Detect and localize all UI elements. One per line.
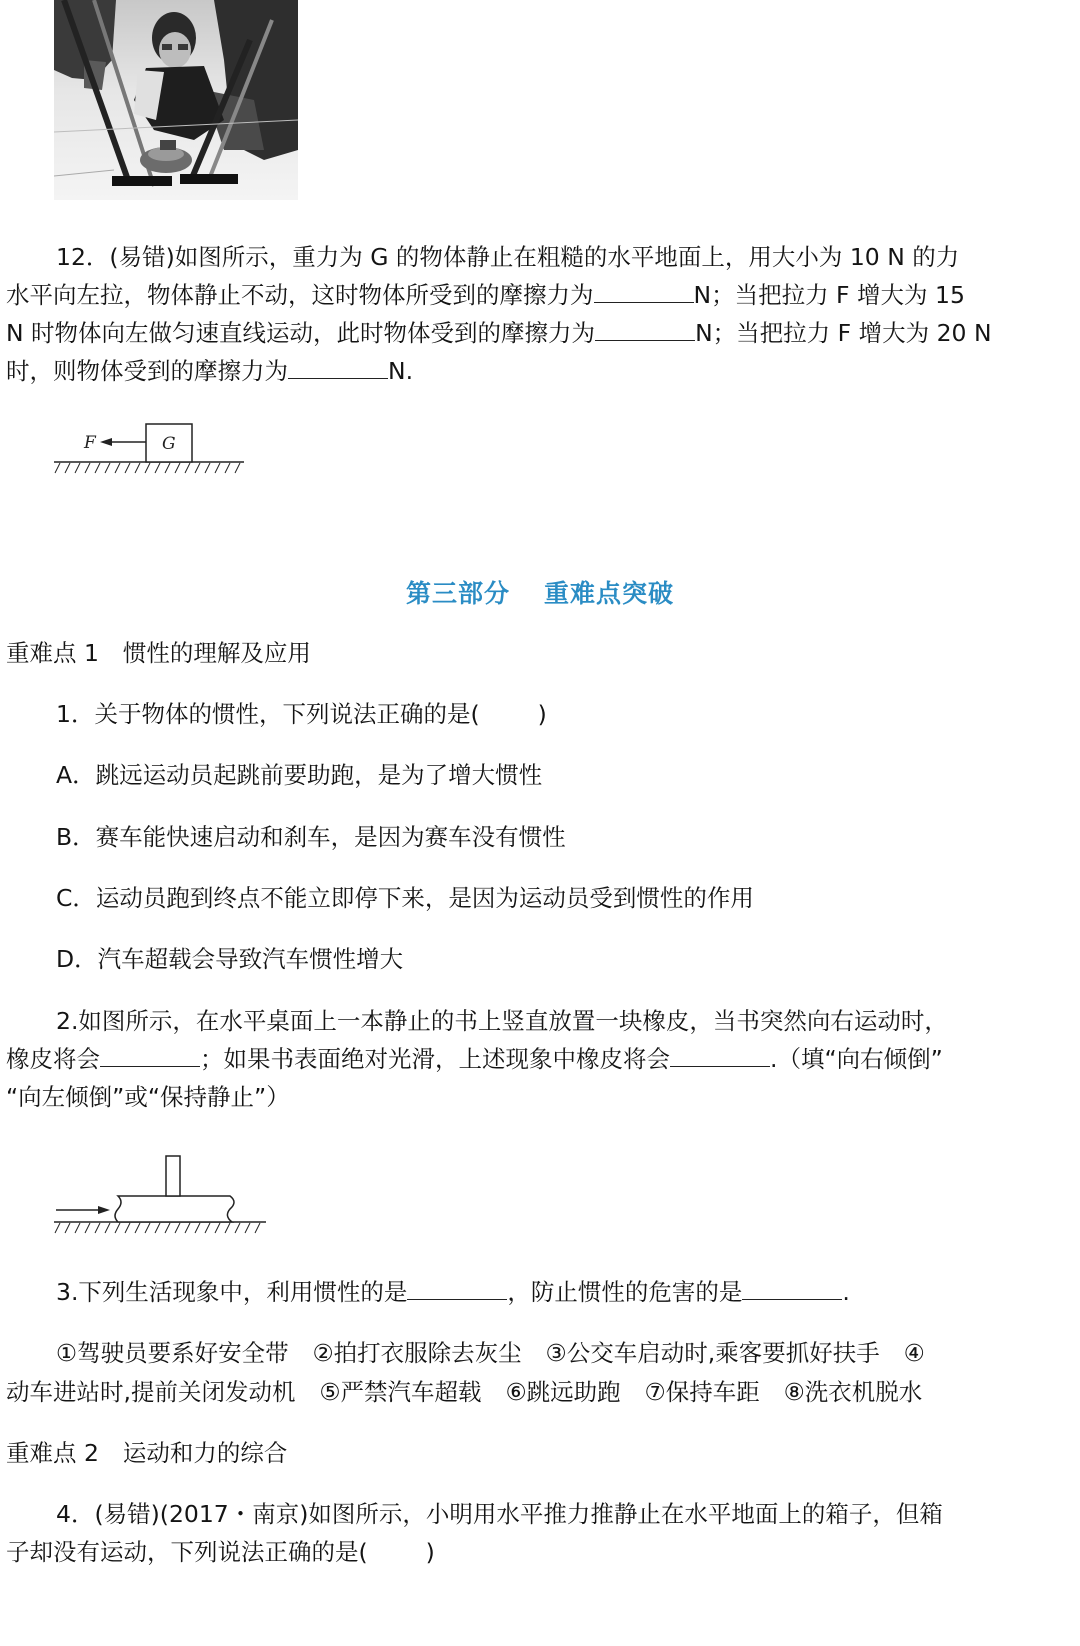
book-eraser-diagram (54, 1150, 274, 1240)
q1-option-a[interactable]: A．跳远运动员起跳前要助跑，是为了增大惯性 (56, 761, 543, 789)
q1-option-b[interactable]: B．赛车能快速启动和刹车，是因为赛车没有惯性 (56, 823, 566, 851)
q3-stem: 3.下列生活现象中，利用惯性的是 ，防止惯性的危害的是 . (56, 1278, 850, 1306)
answer-blank[interactable] (742, 1277, 842, 1300)
answer-blank[interactable] (595, 318, 695, 341)
answer-blank[interactable] (670, 1044, 770, 1067)
curling-photo (54, 0, 298, 200)
book (115, 1196, 234, 1222)
q3-option-4: 动车进站时,提前关闭发动机 (6, 1378, 296, 1406)
q3-option-2: ②拍打衣服除去灰尘 (312, 1339, 522, 1367)
q2-line-1: 2.如图所示，在水平桌面上一本静止的书上竖直放置一块橡皮，当书突然向右运动时， (56, 1007, 948, 1035)
force-label: F (84, 433, 96, 453)
q3-option-4-marker: ④ (903, 1339, 925, 1367)
q12-line-1: 12．(易错)如图所示，重力为 G 的物体静止在粗糙的水平地面上，用大小为 10 N 的力 (56, 243, 960, 271)
q4-line-1: 4．(易错)(2017・南京)如图所示，小明用水平推力推静止在水平地面上的箱子，但箱 (56, 1500, 943, 1528)
answer-blank[interactable] (288, 356, 388, 379)
table-hatching (55, 1223, 260, 1233)
q1-option-d[interactable]: D．汽车超载会导致汽车惯性增大 (56, 945, 404, 973)
key-point-2-heading: 重难点 2 运动和力的综合 (6, 1439, 288, 1467)
ground-hatching (55, 463, 240, 473)
q3-options-line-1 (56, 1334, 1070, 1372)
eraser (166, 1156, 180, 1196)
q1-stem: 1．关于物体的惯性，下列说法正确的是( ) (56, 700, 547, 728)
q2-line-2: 橡皮将会 ；如果书表面绝对光滑，上述现象中橡皮将会 .（填“向右倾倒” (6, 1045, 943, 1073)
answer-blank[interactable] (407, 1277, 507, 1300)
block-force-figure (54, 418, 254, 478)
book-eraser-figure (54, 1150, 274, 1240)
q12-line-4: 时，则物体受到的摩擦力为 N. (6, 357, 414, 385)
q12-line-3: N 时物体向左做匀速直线运动，此时物体受到的摩擦力为 N；当把拉力 F 增大为 20 N (6, 319, 992, 347)
weight-label: G (162, 434, 176, 454)
q3-option-3: ③公交车启动时,乘客要抓好扶手 (545, 1339, 880, 1367)
block-force-diagram (54, 418, 254, 478)
q3-options-line-2 (6, 1373, 1070, 1411)
q4-line-2: 子却没有运动，下列说法正确的是( ) (6, 1538, 435, 1566)
q3-option-1: ①驾驶员要系好安全带 (56, 1339, 289, 1367)
key-point-1-heading: 重难点 1 惯性的理解及应用 (6, 639, 311, 667)
q3-option-5: ⑤严禁汽车超载 (319, 1378, 482, 1406)
answer-blank[interactable] (100, 1044, 200, 1067)
q3-option-8: ⑧洗衣机脱水 (783, 1378, 923, 1406)
q1-option-c[interactable]: C．运动员跑到终点不能立即停下来，是因为运动员受到惯性的作用 (56, 884, 754, 912)
section-title: 第三部分 重难点突破 (405, 579, 675, 608)
q3-option-7: ⑦保持车距 (644, 1378, 760, 1406)
q2-line-3: “向左倾倒”或“保持静止”） (6, 1083, 290, 1111)
q12-line-2: 水平向左拉，物体静止不动，这时物体所受到的摩擦力为 N；当把拉力 F 增大为 15 (6, 281, 965, 309)
answer-blank[interactable] (594, 280, 694, 303)
q3-option-6: ⑥跳远助跑 (505, 1378, 621, 1406)
